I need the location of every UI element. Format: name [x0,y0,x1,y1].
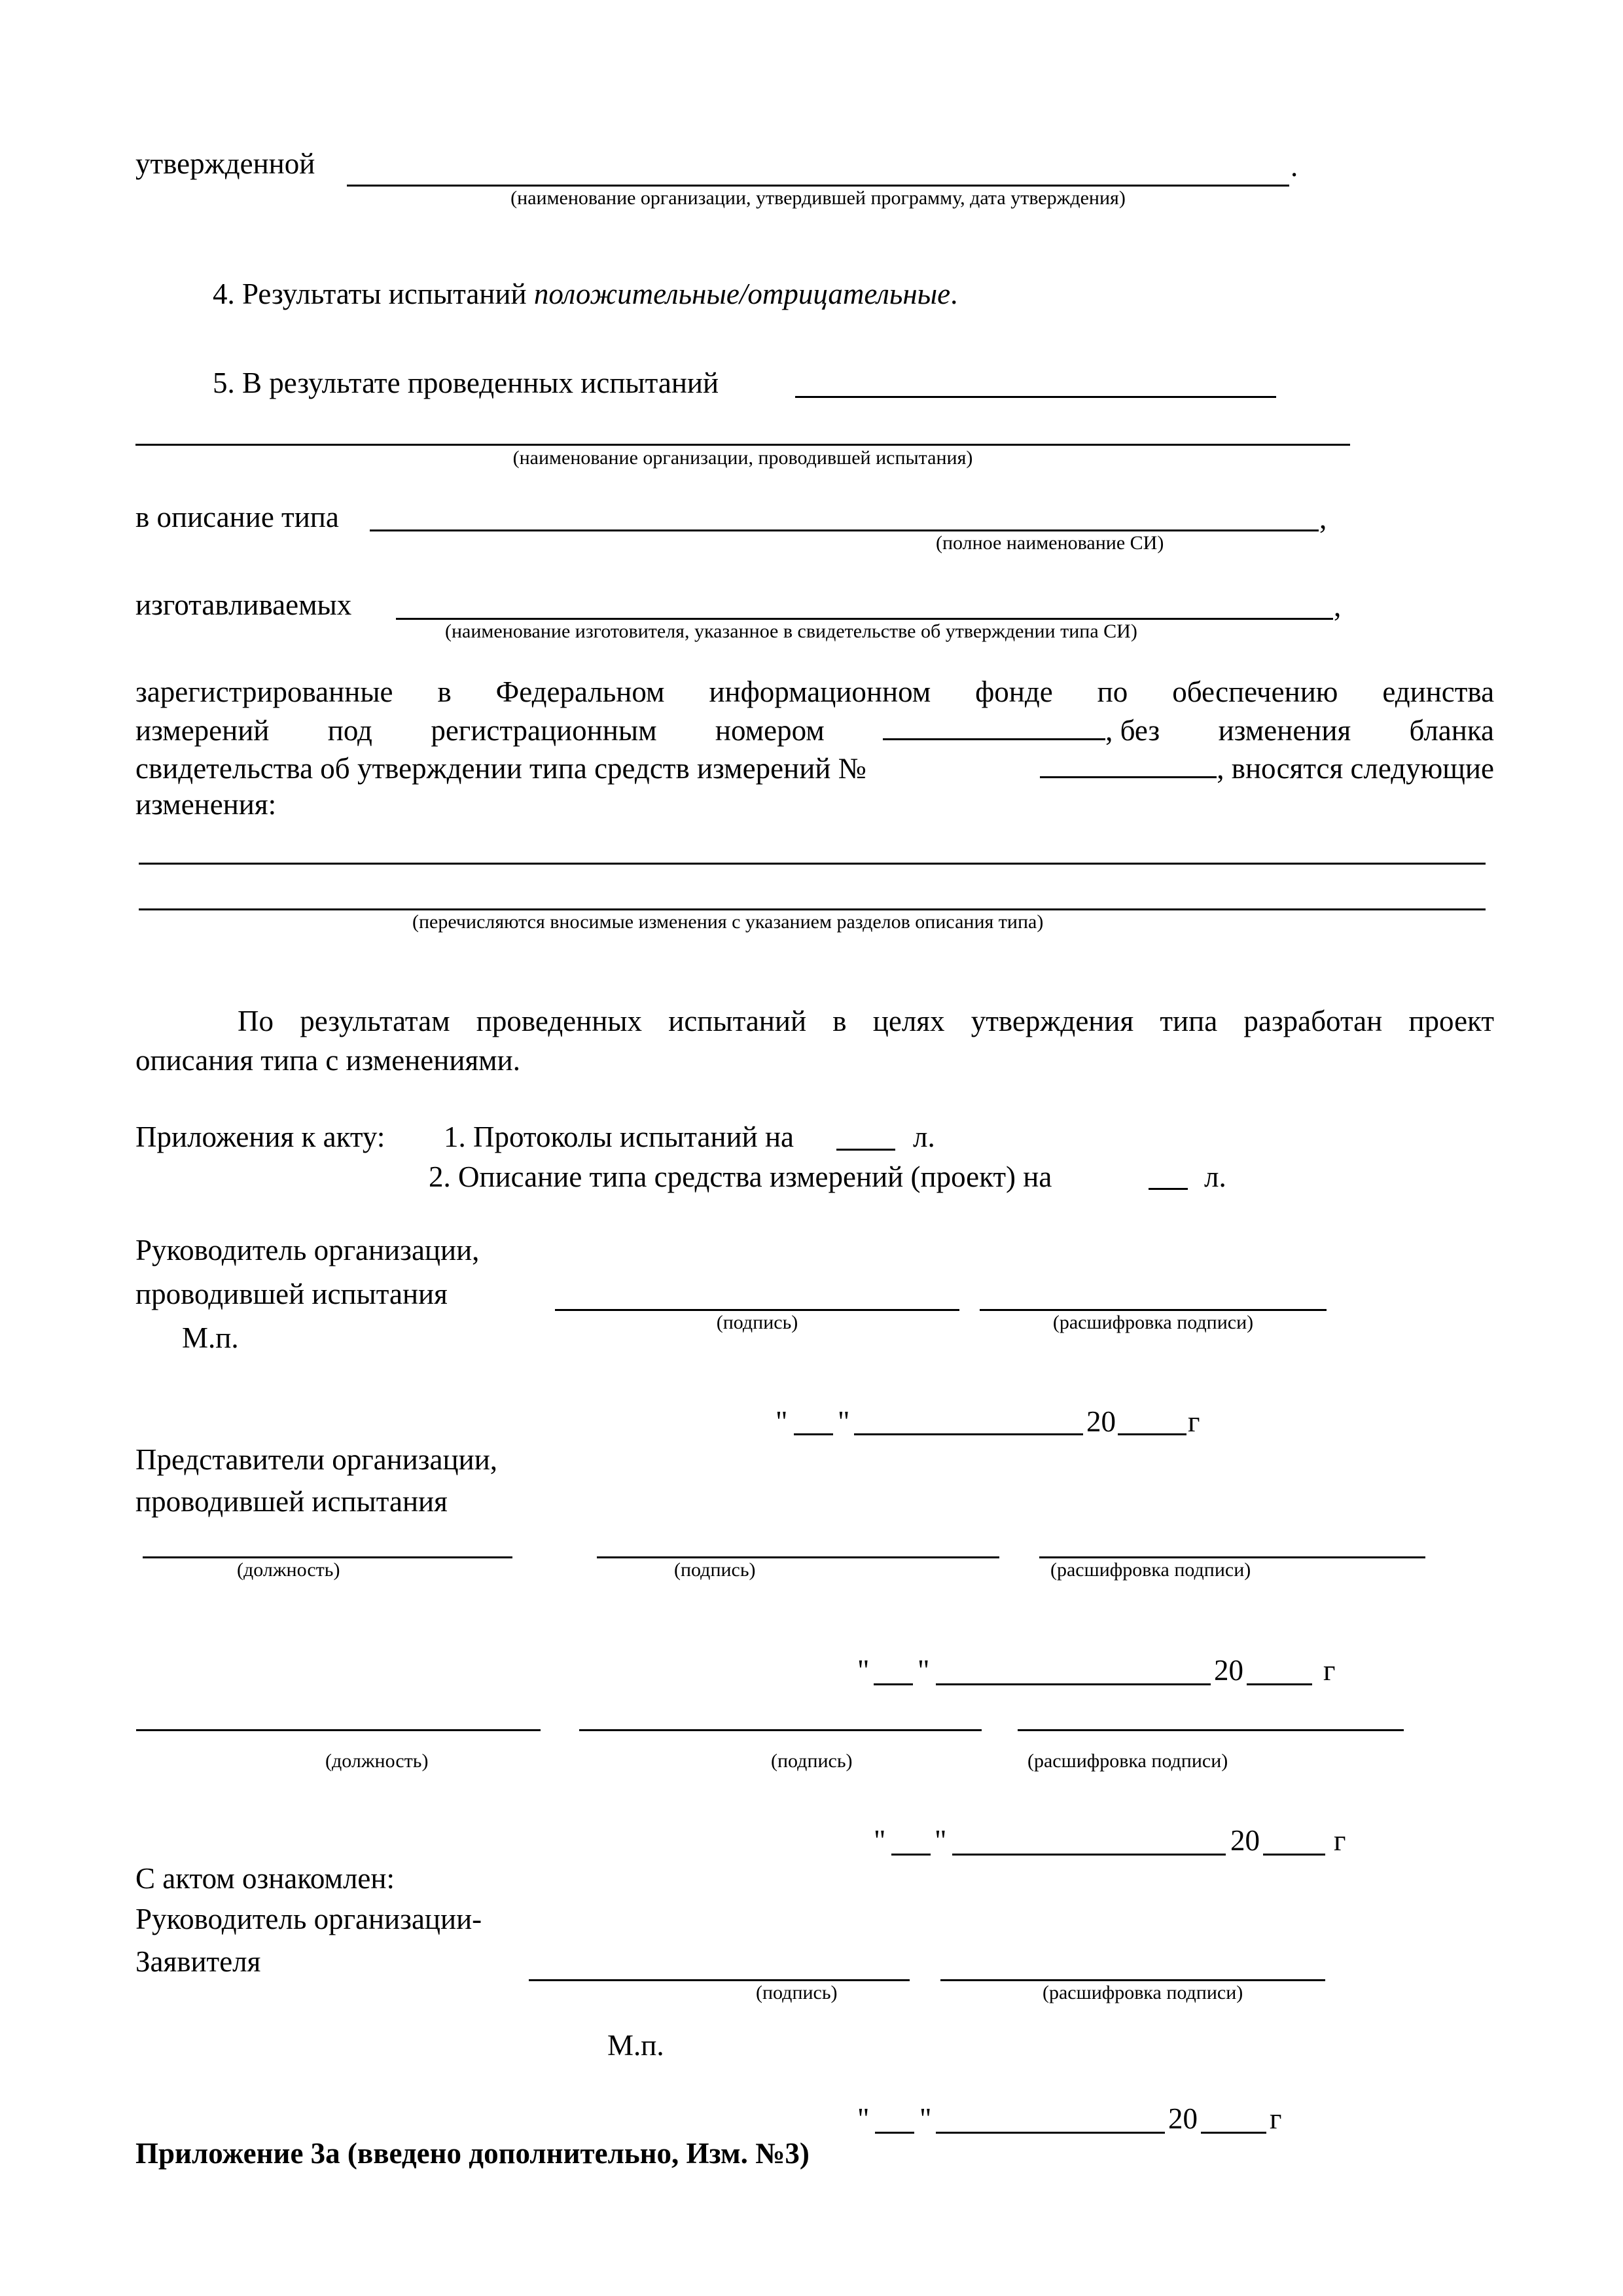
date-day-blank[interactable] [891,1854,931,1856]
rep1-signature-line[interactable] [597,1556,999,1558]
footer-appendix-title: Приложение 3а (введено дополнительно, Изм. №3) [135,2137,810,2170]
acquainted-line3: Заявителя [135,1945,261,1978]
date-month-blank[interactable] [952,1854,1226,1856]
registered-line3: свидетельства об утверждении типа средств измерений № , вносятся следующие [135,752,1494,785]
head-sign-caption: (подпись) [716,1312,798,1333]
head-decode-line[interactable] [980,1309,1327,1311]
date-year-blank[interactable] [1263,1854,1325,1856]
changes-blank-2[interactable] [139,908,1486,910]
date-year-blank[interactable] [1118,1433,1186,1435]
item5-blank[interactable] [795,396,1276,398]
date-month-blank[interactable] [936,2132,1165,2134]
head-decode-caption: (расшифровка подписи) [1052,1312,1254,1333]
acquainted-sign-caption: (подпись) [756,1982,838,2003]
changes-blank-1[interactable] [139,863,1486,865]
date-year-blank[interactable] [1201,2132,1266,2134]
acquainted-decode-line[interactable] [940,1979,1325,1981]
description-comma: , [1319,502,1327,535]
date-year-blank[interactable] [1247,1683,1312,1685]
manufactured-label: изготавливаемых [135,588,352,621]
reps-line2: проводившей испытания [135,1485,448,1518]
date-day-blank[interactable] [875,2132,914,2134]
acquainted-line2: Руководитель организации- [135,1903,482,1935]
appendix-item2-text: 2. Описание типа средства измерений (проект) на [429,1160,1052,1193]
acquainted-line1: С актом ознакомлен: [135,1862,395,1895]
appendix-item1-blank[interactable] [836,1149,895,1151]
results-line2: описания типа с изменениями. [135,1044,520,1077]
item4-italic: положительные/отрицательные [533,278,951,310]
item4-end: . [950,278,958,310]
rep1-position-line[interactable] [143,1556,512,1558]
registered-line1: зарегистрированные в Федеральном информационном фонде по обеспечению единства [135,675,1495,708]
appendix-label: Приложения к акту: [135,1121,385,1153]
date-day-blank[interactable] [794,1433,833,1435]
approved-label: утвержденной [135,147,315,180]
appendix-item1-text: 1. Протоколы испытаний на [444,1121,794,1153]
acquainted-signature-line[interactable] [529,1979,910,1981]
item5-text: 5. В результате проведенных испытаний [213,367,719,399]
rep2-position-line[interactable] [136,1729,541,1731]
approved-blank[interactable] [347,185,1289,187]
rep2-decode-line[interactable] [1018,1729,1404,1731]
item5-blank-2[interactable] [135,444,1350,446]
date-day-blank[interactable] [874,1683,913,1685]
date-month-blank[interactable] [936,1683,1211,1685]
rep1-position-caption: (должность) [237,1559,340,1581]
approved-caption: (наименование организации, утвердившей программу, дата утверждения) [510,187,1126,209]
registered-line2: измерений под регистрационным номером , без изменения бланка [135,714,1494,747]
description-label: в описание типа [135,501,339,533]
item4-line [213,279,957,309]
rep2-signature-line[interactable] [579,1729,982,1731]
manufactured-caption: (наименование изготовителя, указанное в свидетельстве об утверждении типа СИ) [445,620,1137,642]
rep2-decode-caption: (расшифровка подписи) [1027,1750,1228,1772]
date-month-blank[interactable] [854,1433,1083,1435]
head-line2: проводившей испытания [135,1278,448,1310]
rep2-sign-caption: (подпись) [771,1750,853,1772]
certificate-number-blank[interactable] [1040,755,1217,778]
rep1-sign-caption: (подпись) [674,1559,756,1581]
acquainted-stamp: М.п. [607,2029,664,2062]
changes-caption: (перечисляются вносимые изменения с указанием разделов описания типа) [412,911,1044,933]
rep1-decode-caption: (расшифровка подписи) [1050,1559,1251,1581]
head-line1: Руководитель организации, [135,1234,480,1266]
appendix-item2-unit: л. [1204,1160,1226,1193]
registered-line4: изменения: [135,788,277,821]
appendix-item1-unit: л. [913,1121,935,1153]
head-signature-line[interactable] [555,1309,959,1311]
results-line1: По результатам проведенных испытаний в целях утверждения типа разработан проект [238,1005,1494,1037]
reps-line1: Представители организации, [135,1443,498,1476]
appendix-item2-blank[interactable] [1149,1188,1188,1190]
registration-number-blank[interactable] [883,717,1105,740]
manufactured-blank[interactable] [396,618,1333,620]
item5-caption: (наименование организации, проводившей испытания) [512,447,973,469]
description-caption: (полное наименование СИ) [936,532,1164,554]
manufactured-comma: , [1334,590,1342,622]
rep2-position-caption: (должность) [325,1750,429,1772]
head-stamp: М.п. [182,1321,239,1354]
item4-text: 4. Результаты испытаний [213,278,527,310]
acquainted-decode-caption: (расшифровка подписи) [1043,1982,1243,2003]
approved-end: . [1291,150,1298,183]
description-blank[interactable] [370,529,1319,531]
rep1-decode-line[interactable] [1039,1556,1425,1558]
